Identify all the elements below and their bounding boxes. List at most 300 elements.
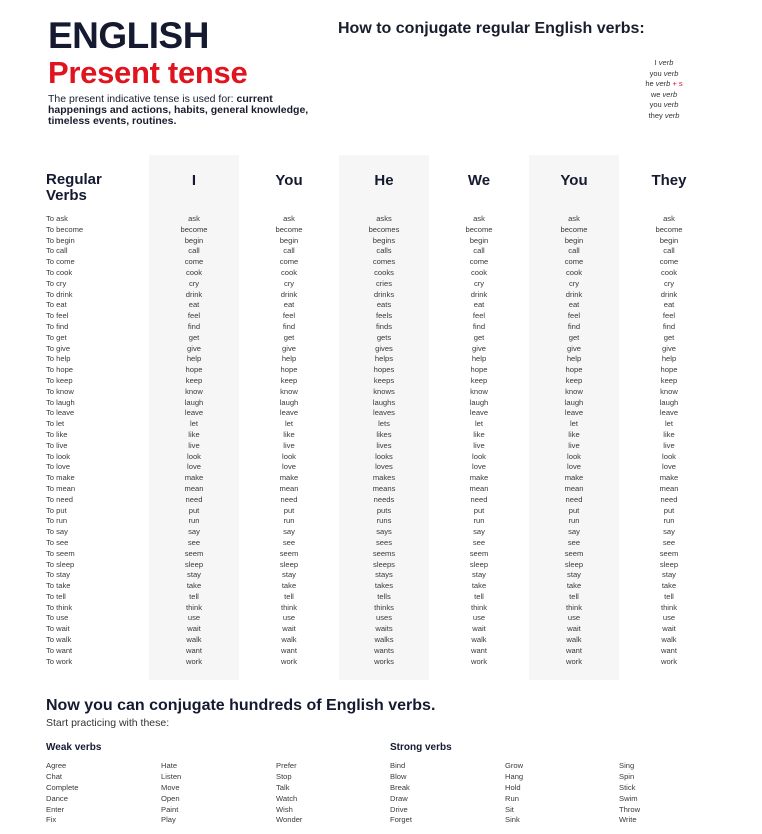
verb-cell: keep <box>565 375 583 385</box>
verb-cell: mean <box>279 483 299 493</box>
verb-cell: put <box>473 505 485 515</box>
verb-cell: To drink <box>46 289 73 299</box>
verb-cell: To use <box>46 613 69 623</box>
verb-cell: take <box>661 581 677 591</box>
verb-cell: live <box>568 440 580 450</box>
verb-cell: Move <box>161 782 180 792</box>
verb-cell: comes <box>372 257 396 267</box>
verb-cell: see <box>472 537 486 547</box>
header-regular-verbs: Regular Verbs <box>46 171 102 204</box>
verb-cell: Stick <box>619 782 636 792</box>
verb-cell: thinks <box>374 602 394 612</box>
verb-cell: say <box>568 527 580 537</box>
rule-verb: verb <box>664 110 680 120</box>
verb-cell: laughs <box>372 397 396 407</box>
verb-cell: become <box>275 224 303 234</box>
verb-cell: leave <box>564 408 584 418</box>
verb-cell: To become <box>46 224 84 234</box>
verb-cell: walks <box>374 635 394 645</box>
verb-cell: know <box>470 386 488 396</box>
rule-verb: verb <box>655 79 671 89</box>
verb-cell: come <box>564 257 584 267</box>
verb-cell: work <box>185 656 203 666</box>
verb-cell: give <box>472 343 486 353</box>
verb-cell: call <box>568 246 580 256</box>
verb-cell: want <box>280 645 298 655</box>
verb-cell: keep <box>280 375 298 385</box>
verb-cell: keep <box>185 375 203 385</box>
verb-cell: get <box>663 332 675 342</box>
verb-cell: let <box>474 419 484 429</box>
verb-cell: live <box>663 440 675 450</box>
verb-cell: need <box>280 494 298 504</box>
verb-cell: To feel <box>46 311 69 321</box>
verb-cell: To begin <box>46 235 75 245</box>
rule-verb: verb <box>662 89 678 99</box>
verb-cell: sleep <box>564 559 584 569</box>
verb-cell: cry <box>473 278 485 288</box>
verb-cell: stay <box>282 570 296 580</box>
verb-cell: tell <box>284 591 294 601</box>
verb-cell: know <box>565 386 583 396</box>
verb-cell: seem <box>469 548 489 558</box>
verb-cell: see <box>567 537 581 547</box>
verb-cell: seem <box>659 548 679 558</box>
practice-heading: Now you can conjugate hundreds of English verbs. <box>46 697 436 714</box>
verb-cell: live <box>188 440 200 450</box>
verb-cell: make <box>184 473 204 483</box>
verb-cell: eat <box>568 300 580 310</box>
verb-cell: seem <box>184 548 204 558</box>
header-we: We <box>467 172 491 189</box>
verb-cell: To ask <box>46 214 68 223</box>
verb-cell: walk <box>661 635 677 645</box>
verb-cell: To like <box>46 429 68 439</box>
conjugation-rules <box>620 58 708 122</box>
verb-cell: Fix <box>46 815 57 825</box>
verb-cell: Agree <box>46 761 67 770</box>
verb-cell: keep <box>660 375 678 385</box>
verb-cell: cries <box>375 278 393 288</box>
verb-cell: Sit <box>505 804 514 814</box>
verb-cell: look <box>567 451 581 461</box>
verb-cell: love <box>472 462 486 472</box>
verb-cell: finds <box>375 321 393 331</box>
rule-suffix: + s <box>672 79 683 89</box>
verb-cell: To look <box>46 451 71 461</box>
verb-cell: sees <box>375 537 393 547</box>
strong-verbs-col-1 <box>390 761 490 826</box>
verb-cell: Wish <box>276 804 293 814</box>
verb-cell: take <box>186 581 202 591</box>
verb-cell: To want <box>46 645 73 655</box>
verb-cell: Open <box>161 793 180 803</box>
verb-cell: drinks <box>373 289 395 299</box>
verb-cell: use <box>472 613 486 623</box>
verb-cell: call <box>473 246 485 256</box>
verb-cell: become <box>655 224 683 234</box>
rule-row <box>620 58 708 69</box>
verb-cell: Write <box>619 815 637 825</box>
verb-cell: Swim <box>619 793 638 803</box>
verb-cell: looks <box>375 451 393 461</box>
header-he: He <box>374 172 394 189</box>
verb-cell: To laugh <box>46 397 75 407</box>
verb-cell: leave <box>469 408 489 418</box>
verb-cell: use <box>662 613 676 623</box>
verb-cell: Stop <box>276 771 292 781</box>
verb-cell: cooks <box>374 267 394 277</box>
column-you <box>244 214 334 667</box>
verb-cell: ask <box>283 214 295 223</box>
verb-cell: say <box>188 527 200 537</box>
verb-cell: help <box>186 354 202 364</box>
verb-cell: love <box>567 462 581 472</box>
verb-cell: stays <box>375 570 393 580</box>
intro-plain: The present indicative tense is used for: <box>48 93 237 105</box>
verb-cell: like <box>473 429 485 439</box>
verb-cell: love <box>282 462 296 472</box>
verb-cell: leave <box>659 408 679 418</box>
verb-cell: cry <box>188 278 200 288</box>
verb-cell: look <box>472 451 486 461</box>
verb-cell: use <box>567 613 581 623</box>
verb-cell: To take <box>46 581 71 591</box>
verb-cell: walk <box>186 635 202 645</box>
verb-cell: keep <box>470 375 488 385</box>
rule-row <box>620 100 708 111</box>
verb-cell: wait <box>282 624 296 634</box>
verb-cell: tell <box>189 591 199 601</box>
verb-cell: think <box>280 602 298 612</box>
verb-cell: To make <box>46 473 75 483</box>
verb-cell: Watch <box>276 793 298 803</box>
verb-cell: To work <box>46 656 73 666</box>
verb-cell: lets <box>378 419 390 429</box>
verb-cell: wait <box>567 624 581 634</box>
verb-cell: To give <box>46 343 71 353</box>
verb-cell: say <box>663 527 675 537</box>
verb-cell: hope <box>185 365 203 375</box>
verb-cell: find <box>472 321 486 331</box>
verb-cell: Sink <box>505 815 520 825</box>
column-he <box>339 214 429 667</box>
verb-cell: like <box>283 429 295 439</box>
verb-cell: see <box>662 537 676 547</box>
header-you-plural: You <box>560 172 588 189</box>
verb-cell: feel <box>187 311 201 321</box>
verb-cell: begins <box>372 235 396 245</box>
verb-cell: eats <box>376 300 392 310</box>
verb-cell: keeps <box>373 375 395 385</box>
verb-cell: work <box>565 656 583 666</box>
verb-cell: run <box>663 516 675 526</box>
verb-cell: begin <box>659 235 679 245</box>
verb-cell: find <box>187 321 201 331</box>
verb-cell: give <box>282 343 296 353</box>
verb-cell: think <box>470 602 488 612</box>
verb-cell: Enter <box>46 804 65 814</box>
verb-cell: says <box>376 527 392 537</box>
rule-verb: verb <box>658 58 674 67</box>
verb-cell: help <box>471 354 487 364</box>
verb-cell: Bind <box>390 761 406 770</box>
verb-cell: Hate <box>161 761 178 770</box>
verb-cell: eat <box>473 300 485 310</box>
verb-cell: use <box>187 613 201 623</box>
verb-cell: walk <box>471 635 487 645</box>
practice-subheading: Start practicing with these: <box>46 717 170 729</box>
verb-cell: wants <box>374 645 394 655</box>
verb-cell: Play <box>161 815 176 825</box>
verb-cell: ask <box>568 214 580 223</box>
verb-cell: let <box>284 419 294 429</box>
verb-cell: feels <box>375 311 393 321</box>
verb-cell: know <box>660 386 678 396</box>
verb-cell: cook <box>280 267 298 277</box>
verb-cell: To see <box>46 537 69 547</box>
verb-cell: walk <box>566 635 582 645</box>
verb-cell: tell <box>664 591 674 601</box>
verb-cell: Drive <box>390 804 408 814</box>
intro-text <box>48 94 310 127</box>
verb-cell: call <box>283 246 295 256</box>
verb-cell: Blow <box>390 771 407 781</box>
verb-cell: begin <box>184 235 204 245</box>
verb-cell: say <box>283 527 295 537</box>
verb-cell: run <box>188 516 200 526</box>
rule-pronoun: they <box>648 110 663 120</box>
verb-cell: run <box>568 516 580 526</box>
verb-cell: stay <box>472 570 486 580</box>
verb-cell: call <box>663 246 675 256</box>
verb-cell: get <box>188 332 200 342</box>
verb-cell: stay <box>187 570 201 580</box>
verb-cell: stay <box>662 570 676 580</box>
verb-cell: begin <box>279 235 299 245</box>
verb-cell: tells <box>377 591 391 601</box>
verb-cell: feel <box>567 311 581 321</box>
rule-verb: verb <box>663 68 679 78</box>
verb-cell: wait <box>187 624 201 634</box>
verb-cell: like <box>188 429 200 439</box>
verb-cell: cook <box>565 267 583 277</box>
verb-cell: make <box>659 473 679 483</box>
column-you-plural <box>529 214 619 667</box>
verb-cell: come <box>659 257 679 267</box>
verb-cell: eat <box>663 300 675 310</box>
verb-cell: makes <box>372 473 396 483</box>
verb-cell: use <box>282 613 296 623</box>
verb-cell: puts <box>376 505 392 515</box>
verb-cell: To help <box>46 354 71 364</box>
verb-cell: To keep <box>46 375 73 385</box>
verb-cell: work <box>660 656 678 666</box>
verb-cell: look <box>662 451 676 461</box>
verb-cell: feel <box>282 311 296 321</box>
verb-cell: hope <box>660 365 678 375</box>
verb-cell: cook <box>185 267 203 277</box>
intro-bold: current happenings and actions, habits, general knowledge, timeless events, routines. <box>48 93 309 127</box>
column-infinitives <box>46 214 146 667</box>
verb-cell: Paint <box>161 804 179 814</box>
rule-pronoun: we <box>650 89 661 99</box>
verb-cell: want <box>470 645 488 655</box>
verb-cell: To say <box>46 527 68 537</box>
verb-cell: want <box>185 645 203 655</box>
verb-cell: sleep <box>279 559 299 569</box>
verb-cell: To need <box>46 494 74 504</box>
verb-cell: seem <box>279 548 299 558</box>
verb-cell: likes <box>376 429 392 439</box>
verb-cell: wait <box>662 624 676 634</box>
verb-cell: To know <box>46 386 74 396</box>
verb-cell: live <box>473 440 485 450</box>
verb-cell: stay <box>567 570 581 580</box>
conjugation-heading: How to conjugate regular English verbs: <box>338 20 645 37</box>
verb-cell: let <box>569 419 579 429</box>
verb-cell: cry <box>663 278 675 288</box>
column-we <box>434 214 524 667</box>
verb-cell: begin <box>469 235 489 245</box>
verb-cell: tell <box>569 591 579 601</box>
verb-cell: give <box>187 343 201 353</box>
verb-cell: help <box>281 354 297 364</box>
rule-row <box>620 90 708 101</box>
header-they: They <box>651 172 687 189</box>
verb-cell: Hold <box>505 782 521 792</box>
verb-cell: know <box>185 386 203 396</box>
verb-cell: eat <box>188 300 200 310</box>
verb-cell: To tell <box>46 591 66 601</box>
verb-cell: To wait <box>46 624 70 634</box>
verb-cell: works <box>374 656 394 666</box>
verb-cell: get <box>473 332 485 342</box>
verb-cell: see <box>282 537 296 547</box>
verb-cell: Wonder <box>276 815 303 825</box>
strong-verbs-title: Strong verbs <box>390 742 452 753</box>
verb-cell: need <box>660 494 678 504</box>
verb-cell: think <box>660 602 678 612</box>
verb-cell: Throw <box>619 804 641 814</box>
verb-cell: come <box>469 257 489 267</box>
verb-cell: hope <box>565 365 583 375</box>
verb-cell: become <box>465 224 493 234</box>
verb-cell: think <box>565 602 583 612</box>
verb-cell: ask <box>188 214 200 223</box>
verb-cell: let <box>664 419 674 429</box>
verb-cell: hopes <box>373 365 395 375</box>
verb-cell: mean <box>469 483 489 493</box>
verb-cell: look <box>187 451 201 461</box>
verb-cell: means <box>372 483 396 493</box>
verb-cell: Chat <box>46 771 63 781</box>
verb-cell: Complete <box>46 782 79 792</box>
rule-pronoun: he <box>645 79 654 89</box>
weak-verbs-col-3 <box>276 761 376 826</box>
verb-cell: seem <box>564 548 584 558</box>
verb-cell: Break <box>390 782 410 792</box>
verb-cell: Hang <box>505 771 524 781</box>
verb-cell: love <box>662 462 676 472</box>
verb-cell: come <box>184 257 204 267</box>
verb-cell: To cry <box>46 278 67 288</box>
verb-cell: let <box>189 419 199 429</box>
verb-cell: To seem <box>46 548 75 558</box>
verb-cell: sleeps <box>373 559 395 569</box>
verb-cell: drink <box>280 289 298 299</box>
verb-cell: ask <box>663 214 675 223</box>
weak-verbs-col-2 <box>161 761 261 826</box>
verb-cell: need <box>185 494 203 504</box>
rule-row <box>620 111 708 122</box>
verb-cell: gives <box>375 343 393 353</box>
verb-cell: runs <box>376 516 392 526</box>
verb-cell: cook <box>660 267 678 277</box>
page-subtitle: Present tense <box>48 55 248 90</box>
verb-cell: want <box>565 645 583 655</box>
verb-cell: need <box>565 494 583 504</box>
verb-cell: calls <box>376 246 392 256</box>
verb-cell: loves <box>375 462 393 472</box>
verb-cell: work <box>280 656 298 666</box>
verb-cell: put <box>568 505 580 515</box>
verb-cell: find <box>662 321 676 331</box>
verb-cell: sleep <box>469 559 489 569</box>
verb-cell: live <box>283 440 295 450</box>
verb-cell: laugh <box>469 397 489 407</box>
verb-cell: feel <box>472 311 486 321</box>
page-title: ENGLISH <box>48 15 209 56</box>
verb-cell: mean <box>659 483 679 493</box>
verb-cell: leaves <box>373 408 395 418</box>
verb-cell: Sing <box>619 761 635 770</box>
verb-cell: To get <box>46 332 67 342</box>
verb-cell: To mean <box>46 483 76 493</box>
verb-cell: mean <box>184 483 204 493</box>
verb-cell: uses <box>375 613 393 623</box>
verb-cell: gets <box>376 332 392 342</box>
verb-cell: take <box>566 581 582 591</box>
verb-cell: become <box>180 224 208 234</box>
verb-cell: become <box>560 224 588 234</box>
verb-cell: Spin <box>619 771 635 781</box>
verb-cell: run <box>473 516 485 526</box>
verb-cell: To stay <box>46 570 71 580</box>
verb-cell: To come <box>46 257 75 267</box>
verb-cell: tell <box>474 591 484 601</box>
verb-cell: cry <box>283 278 295 288</box>
verb-cell: To put <box>46 505 67 515</box>
verb-cell: eat <box>283 300 295 310</box>
verb-cell: To leave <box>46 408 75 418</box>
verb-cell: begin <box>564 235 584 245</box>
header-i: I <box>191 172 197 189</box>
verb-cell: sleep <box>659 559 679 569</box>
verb-cell: drink <box>185 289 203 299</box>
verb-cell: To think <box>46 602 73 612</box>
verb-cell: put <box>663 505 675 515</box>
verb-cell: To eat <box>46 300 67 310</box>
verb-cell: take <box>281 581 297 591</box>
verb-cell: Draw <box>390 793 408 803</box>
verb-cell: find <box>282 321 296 331</box>
verb-cell: help <box>566 354 582 364</box>
verb-cell: put <box>283 505 295 515</box>
verb-cell: laugh <box>279 397 299 407</box>
verb-cell: To walk <box>46 635 72 645</box>
verb-cell: Prefer <box>276 761 297 770</box>
